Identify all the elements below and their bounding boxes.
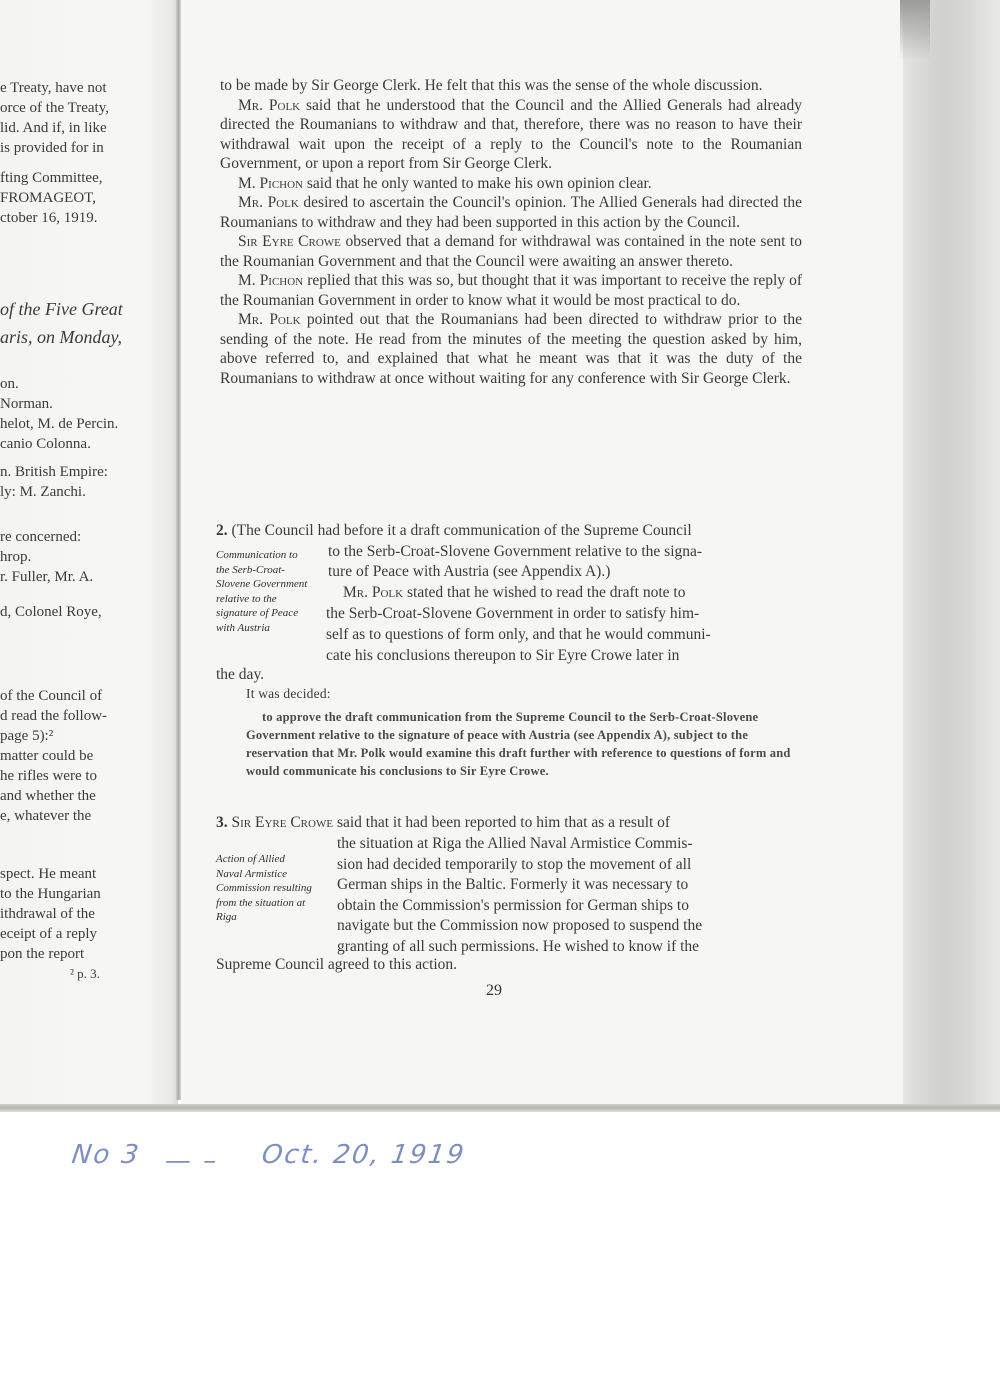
page-edge-shadow: [900, 0, 930, 60]
section-2-paragraph: Mr. Polk stated that he wished to read the draft note to: [343, 584, 686, 601]
item-number: 3.: [216, 814, 228, 831]
speaker: M. Pichon: [238, 272, 304, 289]
page-bottom-edge: [0, 1104, 1000, 1112]
section-2-wrapped: to the Serb-Croat-Slovene Government relative to the signa- ture of Peace with Austria (see Appendix A).): [328, 543, 703, 580]
section-2-paragraph-end: the day.: [216, 666, 265, 683]
side-note-section-3: Action of Allied Naval Armistice Commission resulting from the situation at Riga: [216, 853, 312, 923]
speaker: Mr. Polk: [238, 194, 299, 211]
speaker: Mr. Polk: [343, 584, 404, 601]
left-fragment-1: e Treaty, have not orce of the Treaty, lid. And if, in like is provided for in: [0, 80, 109, 156]
paragraph: Mr. Polk pointed out that the Roumanians had been directed to withdraw prior to the sending of the note. He read from the minutes of the meeting the question asked by him, above referred to, and explained that what he meant was that it was the duty of the Roumanians to withdraw at once without waiting for any conference with Sir George Clerk.: [220, 311, 802, 387]
handwritten-date: Oct. 20, 1919: [259, 1140, 468, 1170]
left-fragment-9: spect. He meant to the Hungarian ithdrawal of the eceipt of a reply pon the report ² p. 3.: [0, 864, 176, 984]
section-3-intro: 3. Sir Eyre Crowe said that it had been reported to him that as a result of: [216, 814, 671, 831]
speaker: Sir Eyre Crowe: [238, 233, 341, 250]
paragraph: to be made by Sir George Clerk. He felt that this was the sense of the whole discussion.: [220, 77, 763, 94]
paragraph: Sir Eyre Crowe observed that a demand for withdrawal was contained in the note sent to the Roumanian Government and that the Council were awaiting an answer thereto.: [220, 233, 802, 270]
paragraph: M. Pichon said that he only wanted to make his own opinion clear.: [238, 174, 652, 192]
handwritten-dash: — –: [162, 1146, 221, 1176]
resolution: to approve the draft communication from the Supreme Council to the Serb-Croat-Slovene Government relative to the signature of peace with Austria (see Appendix A), subject to the reservation that Mr. Polk would examine this draft further with reference to questions of form and would communicate his conclusions to Sir Eyre Crowe.: [246, 710, 791, 778]
speaker: Mr. Polk: [238, 96, 301, 114]
speaker: M. Pichon: [238, 174, 303, 192]
section-3-end: Supreme Council agreed to this action.: [216, 956, 458, 973]
page-edge: [903, 0, 1000, 1110]
paragraph: M. Pichon replied that this was so, but thought that it was important to receive the reply of the Roumanian Government in order to know what it would be most practical to do.: [220, 272, 803, 309]
handwritten-number: No 3: [69, 1140, 143, 1170]
section-1: [220, 76, 802, 388]
page-number: 29: [486, 982, 502, 999]
left-footnote: ² p. 3.: [70, 966, 100, 981]
section-2-paragraph-cont: the Serb-Croat-Slovene Government in order to satisfy him- self as to questions of form only, and that he would communi- cate his conclusions thereupon to Sir Eyre Crowe later in: [326, 605, 711, 664]
left-fragment-6: re concerned: hrop. r. Fuller, Mr. A.: [0, 529, 94, 585]
paragraph: Mr. Polk desired to ascertain the Council's opinion. The Allied Generals had directed the Roumanians to withdraw and they had been supported in this action by the Council.: [220, 194, 802, 231]
left-fragment-7: d, Colonel Roye,: [0, 604, 102, 620]
left-fragment-2: fting Committee, FROMAGEOT, ctober 16, 1919.: [0, 170, 103, 226]
left-fragment-5: n. British Empire: ly: M. Zanchi.: [0, 464, 108, 500]
speaker: Sir Eyre Crowe: [231, 814, 334, 831]
paragraph: Mr. Polk said that he understood that the Council and the Allied Generals had already directed the Roumanians to withdraw and that, therefore, there was no reason to have their withdrawal wait upon the receipt of a reply to the Council's note to the Roumanian Government, or upon a report from Sir George Clerk.: [220, 96, 802, 172]
section-2-intro: 2. (The Council had before it a draft communication of the Supreme Council: [216, 522, 692, 539]
section-3-wrapped: the situation at Riga the Allied Naval Armistice Commis- sion had decided temporarily to stop the movement of all German ships in the Baltic. Formerly it was necessary to obtain the Commission's permission for German ships to navigate but the Commission now proposed to suspend the granting of all such permissions. He wished to know if the: [337, 835, 703, 955]
left-fragment-3: of the Five Great aris, on Monday,: [0, 299, 123, 347]
decision-label: It was decided:: [246, 686, 331, 701]
item-number: 2.: [216, 522, 228, 539]
side-note-section-2: Communication to the Serb-Croat- Slovene Government relative to the signature of Peace with Austria: [216, 549, 308, 634]
sheet-margin: [0, 1112, 1000, 1387]
speaker: Mr. Polk: [238, 311, 301, 328]
left-fragment-8: of the Council of d read the follow- page 5):² matter could be he rifles were to and whether the e, whatever the: [0, 688, 108, 824]
left-fragment-4: on. Norman. helot, M. de Percin. canio Colonna.: [0, 376, 119, 452]
